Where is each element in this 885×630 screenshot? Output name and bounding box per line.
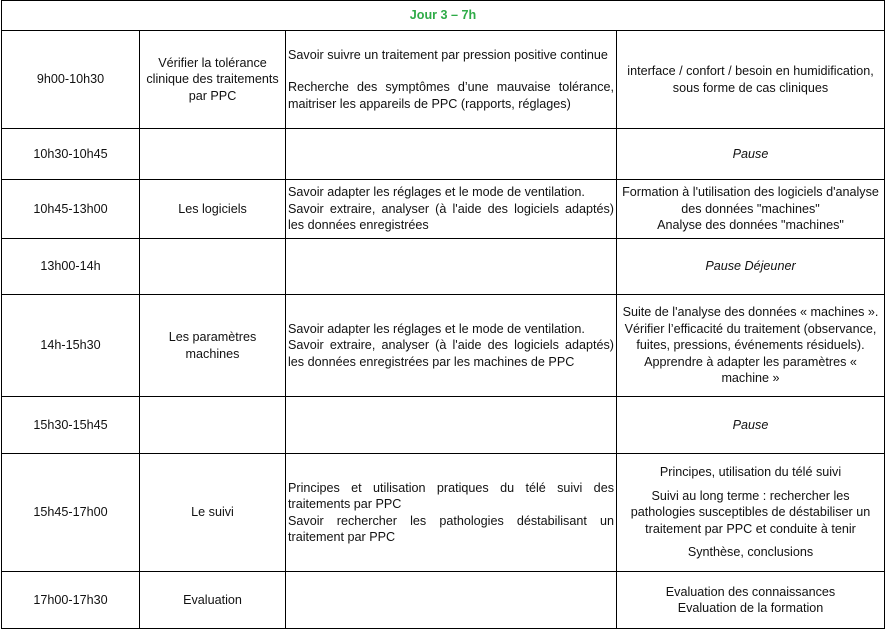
method-line: Apprendre à adapter les paramètres « machine » [644,354,857,386]
schedule-table [1,0,885,629]
method-line: Suivi au long terme : rechercher les pathologies susceptibles de déstabiliser un traitement par PPC et conduite à tenir [630,488,871,536]
objective-line: Recherche des symptômes d’une mauvaise tolérance, maitriser les appareils de PPC (rapports, réglages) [288,80,614,111]
method-line: Principes, utilisation du télé suivi [659,465,842,480]
method-cell [617,295,885,397]
method-line: Suite de l'analyse des données « machines ». [622,305,879,320]
objective-line: Savoir rechercher les pathologies déstabilisant un traitement par PPC [288,513,614,544]
objective-line: Principes et utilisation pratiques du télé suivi des traitements par PPC [288,480,614,511]
method-line: Evaluation de la formation [677,601,824,615]
method-line: Formation à l'utilisation des logiciels d'analyse des données "machines" [622,185,879,216]
table-row [2,397,885,454]
objectives-cell [286,239,617,295]
theme-cell: Le suivi [140,454,286,572]
theme-cell [140,129,286,180]
table-row [2,129,885,180]
method-cell [617,180,885,239]
time-cell: 10h45-13h00 [2,180,140,239]
theme-cell: Les logiciels [140,180,286,239]
objective-line: Savoir adapter les réglages et le mode de ventilation. [288,321,585,336]
method-cell [617,454,885,572]
theme-cell [140,239,286,295]
objectives-cell [286,129,617,180]
objective-line: Savoir extraire, analyser (à l'aide des logiciels adaptés) les données enregistrées par les machines de PPC [288,338,614,369]
objectives-cell [286,397,617,454]
time-cell: 13h00-14h [2,239,140,295]
method-cell [617,31,885,129]
table-row [2,572,885,629]
method-line: interface / confort / besoin en humidification, sous forme de cas cliniques [627,64,874,95]
time-cell: 10h30-10h45 [2,129,140,180]
method-line: Synthèse, conclusions [687,545,814,560]
method-line: Analyse des données "machines" [657,218,844,233]
objectives-cell [286,454,617,572]
table-row [2,295,885,397]
objective-line: Savoir suivre un traitement par pression positive continue [288,47,608,62]
objectives-cell [286,572,617,629]
objective-line: Savoir adapter les réglages et le mode de ventilation. [288,185,585,200]
objectives-cell [286,31,617,129]
method-cell [617,572,885,629]
method-cell: Pause [617,129,885,180]
theme-cell: Les paramètres machines [140,295,286,397]
time-cell: 17h00-17h30 [2,572,140,629]
method-cell: Pause [617,397,885,454]
time-cell: 15h30-15h45 [2,397,140,454]
method-line: Vérifier l’efficacité du traitement (observance, fuites, pressions, événements résiduels). [624,321,877,353]
method-line: Evaluation des connaissances [665,584,836,599]
theme-cell: Vérifier la tolérance clinique des traitements par PPC [140,31,286,129]
time-cell: 14h-15h30 [2,295,140,397]
table-row [2,239,885,295]
theme-cell [140,397,286,454]
title-row [2,1,885,31]
method-cell: Pause Déjeuner [617,239,885,295]
day-title: Jour 3 – 7h [2,1,885,31]
objective-line: Savoir extraire, analyser (à l'aide des logiciels adaptés) les données enregistrées [288,201,614,233]
objectives-cell [286,295,617,397]
time-cell: 15h45-17h00 [2,454,140,572]
table-row [2,454,885,572]
table-row [2,180,885,239]
table-row [2,31,885,129]
theme-cell: Evaluation [140,572,286,629]
time-cell: 9h00-10h30 [2,31,140,129]
objectives-cell [286,180,617,239]
